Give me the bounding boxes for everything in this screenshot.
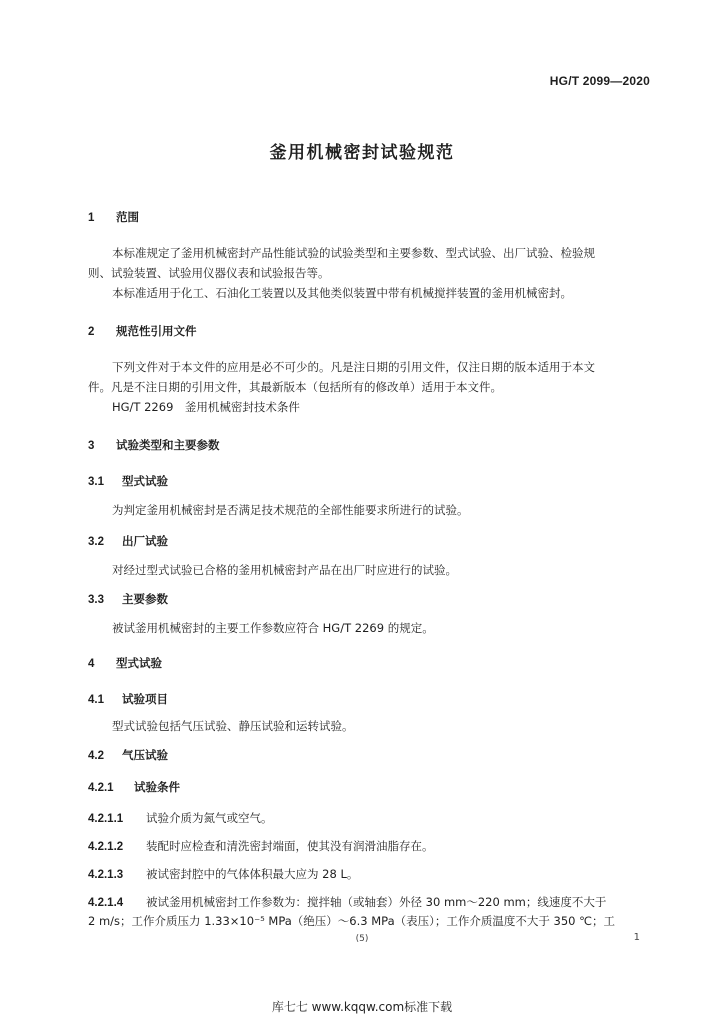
section-title: 试验项目 — [122, 692, 168, 706]
section-title: 范围 — [116, 210, 139, 224]
subsection-4-1-text: 型式试验包括气压试验、静压试验和运转试验。 — [112, 719, 354, 733]
section-3-heading — [88, 437, 220, 453]
clause-number: 4.2.1.3 — [88, 869, 124, 881]
clause-4-2-1-1 — [88, 810, 273, 826]
section-title: 型式试验 — [122, 474, 168, 488]
normative-reference: HG/T 2269 釜用机械密封技术条件 — [112, 400, 300, 414]
clause-text-line-1: 被试釜用机械密封工作参数为：搅拌轴（或轴套）外径 30 mm～220 mm；线速度不大于 — [146, 895, 607, 909]
section-title: 气压试验 — [122, 748, 168, 762]
section-1-paragraph-2: 本标准适用于化工、石油化工装置以及其他类似装置中带有机械搅拌装置的釜用机械密封。 — [112, 286, 572, 300]
clause-4-2-1-4 — [88, 894, 606, 910]
clause-4-2-1-3 — [88, 866, 358, 882]
subsection-3-2-text: 对经过型式试验已合格的釜用机械密封产品在出厂时应进行的试验。 — [112, 563, 457, 577]
section-title: 型式试验 — [116, 656, 162, 670]
section-number: 4 — [88, 658, 95, 670]
standard-number: HG/T 2099—2020 — [549, 74, 650, 88]
clause-text: 试验介质为氮气或空气。 — [146, 811, 273, 825]
clause-number: 4.2.1.2 — [88, 841, 124, 853]
section-number: 2 — [88, 326, 95, 338]
section-4-heading — [88, 655, 162, 671]
section-number: 4.2 — [88, 750, 104, 762]
watermark-text: 库七七 www.kqqw.com标准下载 — [271, 1000, 453, 1014]
section-1-heading — [88, 209, 139, 225]
section-1-paragraph-1-line-2: 则、试验装置、试验用仪器仪表和试验报告等。 — [88, 266, 330, 280]
section-2-paragraph-line-1: 下列文件对于本文件的应用是必不可少的。凡是注日期的引用文件，仅注日期的版本适用于本文 — [112, 360, 595, 374]
section-number: 1 — [88, 212, 95, 224]
subsection-3-3-heading — [88, 591, 168, 607]
document-title: 釜用机械密封试验规范 — [269, 143, 455, 163]
clause-number: 4.2.1.4 — [88, 897, 124, 909]
subsection-3-1-heading — [88, 473, 168, 489]
page-number-center: (5) — [355, 934, 369, 944]
section-title: 试验类型和主要参数 — [116, 438, 220, 452]
section-title: 规范性引用文件 — [116, 324, 197, 338]
section-title: 主要参数 — [122, 592, 168, 606]
subsection-4-2-1-heading — [88, 779, 180, 795]
subsection-3-2-heading — [88, 533, 168, 549]
clause-4-2-1-4-line-2: 2 m/s；工作介质压力 1.33×10⁻⁵ MPa（绝压）～6.3 MPa（表压）；工作介质温度不大于 350 ℃；工 — [88, 914, 616, 928]
section-title: 出厂试验 — [122, 534, 168, 548]
section-number: 4.2.1 — [88, 782, 114, 794]
subsection-3-3-text: 被试釜用机械密封的主要工作参数应符合 HG/T 2269 的规定。 — [112, 621, 434, 635]
section-number: 4.1 — [88, 694, 104, 706]
page-number-right: 1 — [633, 932, 640, 943]
section-2-paragraph-line-2: 件。凡是不注日期的引用文件，其最新版本（包括所有的修改单）适用于本文件。 — [88, 380, 502, 394]
section-number: 3.1 — [88, 476, 104, 488]
section-number: 3 — [88, 440, 95, 452]
clause-text: 被试密封腔中的气体体积最大应为 28 L。 — [146, 867, 359, 881]
section-number: 3.2 — [88, 536, 104, 548]
section-number: 3.3 — [88, 594, 104, 606]
section-title: 试验条件 — [134, 780, 180, 794]
clause-number: 4.2.1.1 — [88, 813, 124, 825]
section-1-paragraph-1-line-1: 本标准规定了釜用机械密封产品性能试验的试验类型和主要参数、型式试验、出厂试验、检验规 — [112, 246, 595, 260]
subsection-3-1-text: 为判定釜用机械密封是否满足技术规范的全部性能要求所进行的试验。 — [112, 503, 469, 517]
subsection-4-1-heading — [88, 691, 168, 707]
clause-4-2-1-2 — [88, 838, 434, 854]
section-2-heading — [88, 323, 197, 339]
subsection-4-2-heading — [88, 747, 168, 763]
clause-text: 装配时应检查和清洗密封端面，使其没有润滑油脂存在。 — [146, 839, 434, 853]
